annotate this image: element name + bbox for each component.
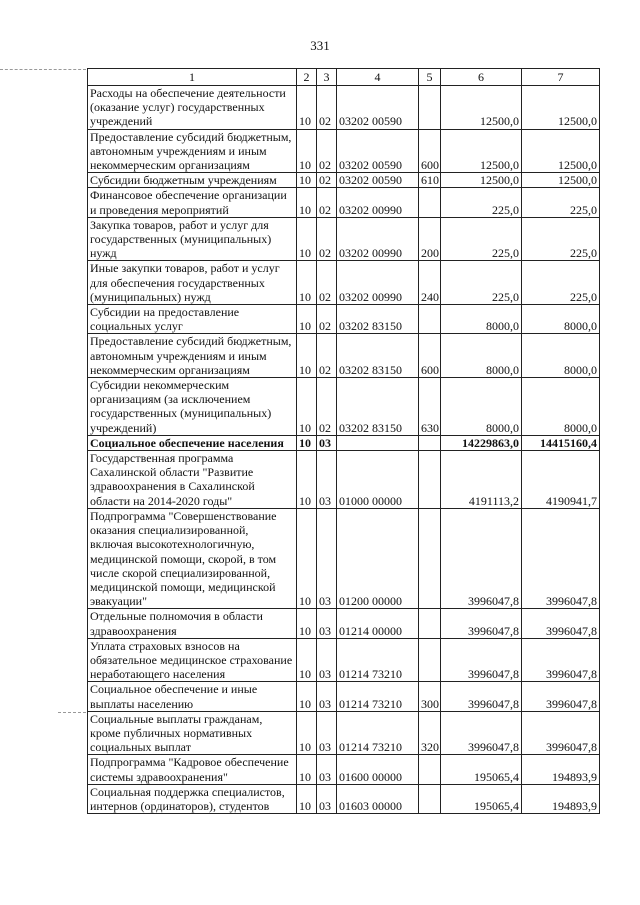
cell-expense-type: 610 bbox=[419, 173, 441, 188]
cell-target-article: 03202 83150 bbox=[337, 305, 419, 334]
cell-target-article: 01600 00000 bbox=[337, 755, 419, 784]
scan-edge-line bbox=[58, 712, 86, 713]
cell-name: Закупка товаров, работ и услуг для государственных (муниципальных) нужд bbox=[88, 217, 297, 261]
cell-subsection: 03 bbox=[317, 451, 337, 509]
cell-amount-col7: 3996047,8 bbox=[522, 682, 600, 711]
cell-amount-col6: 12500,0 bbox=[441, 173, 522, 188]
cell-amount-col7: 225,0 bbox=[522, 261, 600, 305]
cell-amount-col6: 225,0 bbox=[441, 188, 522, 217]
cell-name: Предоставление субсидий бюджетным, автономным учреждениям и иным некоммерческим организациям bbox=[88, 129, 297, 173]
table-row bbox=[88, 508, 600, 608]
cell-expense-type: 630 bbox=[419, 378, 441, 436]
cell-subsection: 02 bbox=[317, 305, 337, 334]
cell-name: Социальные выплаты гражданам, кроме публичных нормативных социальных выплат bbox=[88, 711, 297, 755]
cell-expense-type bbox=[419, 451, 441, 509]
cell-amount-col6: 3996047,8 bbox=[441, 682, 522, 711]
cell-subsection: 03 bbox=[317, 508, 337, 608]
column-header: 1 bbox=[88, 69, 297, 86]
cell-name: Подпрограмма "Совершенствование оказания специализированной, включая высокотехнологичную, медицинской помощи, скорой, в том числе скорой специализированной, медицинской помощи, медицинской эвакуации" bbox=[88, 508, 297, 608]
cell-target-article: 01000 00000 bbox=[337, 451, 419, 509]
cell-amount-col7: 225,0 bbox=[522, 188, 600, 217]
table-row bbox=[88, 129, 600, 173]
cell-amount-col7: 3996047,8 bbox=[522, 609, 600, 638]
table-row bbox=[88, 784, 600, 813]
cell-target-article: 01200 00000 bbox=[337, 508, 419, 608]
cell-amount-col7: 3996047,8 bbox=[522, 638, 600, 682]
cell-section: 10 bbox=[297, 755, 317, 784]
cell-expense-type bbox=[419, 638, 441, 682]
cell-amount-col7: 3996047,8 bbox=[522, 508, 600, 608]
cell-section: 10 bbox=[297, 682, 317, 711]
table-row bbox=[88, 682, 600, 711]
cell-section: 10 bbox=[297, 129, 317, 173]
cell-amount-col7: 14415160,4 bbox=[522, 435, 600, 450]
cell-subsection: 03 bbox=[317, 755, 337, 784]
page-number: 331 bbox=[310, 38, 330, 53]
cell-target-article: 01214 73210 bbox=[337, 638, 419, 682]
cell-amount-col6: 3996047,8 bbox=[441, 711, 522, 755]
cell-amount-col6: 8000,0 bbox=[441, 378, 522, 436]
cell-amount-col6: 12500,0 bbox=[441, 129, 522, 173]
cell-name: Предоставление субсидий бюджетным, автономным учреждениям и иным некоммерческим организациям bbox=[88, 334, 297, 378]
cell-amount-col6: 12500,0 bbox=[441, 86, 522, 130]
cell-expense-type bbox=[419, 508, 441, 608]
cell-amount-col6: 14229863,0 bbox=[441, 435, 522, 450]
cell-name: Субсидии бюджетным учреждениям bbox=[88, 173, 297, 188]
cell-target-article: 03202 00590 bbox=[337, 86, 419, 130]
table-row bbox=[88, 711, 600, 755]
cell-name: Расходы на обеспечение деятельности (оказание услуг) государственных учреждений bbox=[88, 86, 297, 130]
cell-target-article: 01214 00000 bbox=[337, 609, 419, 638]
table-row bbox=[88, 188, 600, 217]
cell-name: Социальное обеспечение и иные выплаты населению bbox=[88, 682, 297, 711]
column-header: 7 bbox=[522, 69, 600, 86]
cell-amount-col6: 4191113,2 bbox=[441, 451, 522, 509]
cell-target-article: 03202 00990 bbox=[337, 261, 419, 305]
cell-amount-col7: 3996047,8 bbox=[522, 711, 600, 755]
table-row bbox=[88, 334, 600, 378]
cell-amount-col7: 12500,0 bbox=[522, 129, 600, 173]
cell-name: Отдельные полномочия в области здравоохранения bbox=[88, 609, 297, 638]
cell-expense-type: 600 bbox=[419, 334, 441, 378]
cell-section: 10 bbox=[297, 334, 317, 378]
cell-amount-col6: 225,0 bbox=[441, 217, 522, 261]
cell-section: 10 bbox=[297, 305, 317, 334]
cell-amount-col6: 8000,0 bbox=[441, 305, 522, 334]
cell-subsection: 03 bbox=[317, 638, 337, 682]
cell-amount-col6: 195065,4 bbox=[441, 755, 522, 784]
cell-subsection: 02 bbox=[317, 261, 337, 305]
cell-amount-col6: 3996047,8 bbox=[441, 638, 522, 682]
cell-target-article: 03202 83150 bbox=[337, 334, 419, 378]
column-header: 2 bbox=[297, 69, 317, 86]
cell-target-article: 03202 00990 bbox=[337, 188, 419, 217]
cell-subsection: 02 bbox=[317, 188, 337, 217]
cell-subsection: 02 bbox=[317, 129, 337, 173]
table-row bbox=[88, 305, 600, 334]
cell-amount-col7: 8000,0 bbox=[522, 334, 600, 378]
cell-subsection: 02 bbox=[317, 378, 337, 436]
column-header: 5 bbox=[419, 69, 441, 86]
cell-amount-col6: 3996047,8 bbox=[441, 508, 522, 608]
table-row bbox=[88, 609, 600, 638]
cell-subsection: 03 bbox=[317, 435, 337, 450]
cell-subsection: 03 bbox=[317, 682, 337, 711]
cell-expense-type: 320 bbox=[419, 711, 441, 755]
cell-name: Субсидии на предоставление социальных услуг bbox=[88, 305, 297, 334]
cell-name: Уплата страховых взносов на обязательное медицинское страхование неработающего населения bbox=[88, 638, 297, 682]
cell-name: Субсидии некоммерческим организациям (за исключением государственных (муниципальных) учреждений) bbox=[88, 378, 297, 436]
cell-section: 10 bbox=[297, 261, 317, 305]
cell-expense-type: 300 bbox=[419, 682, 441, 711]
cell-name: Государственная программа Сахалинской области "Развитие здравоохранения в Сахалинской области на 2014-2020 годы" bbox=[88, 451, 297, 509]
cell-section: 10 bbox=[297, 609, 317, 638]
cell-section: 10 bbox=[297, 508, 317, 608]
cell-expense-type bbox=[419, 784, 441, 813]
cell-amount-col6: 195065,4 bbox=[441, 784, 522, 813]
scan-edge-line bbox=[0, 69, 86, 70]
cell-expense-type bbox=[419, 305, 441, 334]
cell-name: Социальное обеспечение населения bbox=[88, 435, 297, 450]
table-row bbox=[88, 755, 600, 784]
cell-section: 10 bbox=[297, 711, 317, 755]
cell-expense-type: 600 bbox=[419, 129, 441, 173]
cell-amount-col6: 8000,0 bbox=[441, 334, 522, 378]
cell-expense-type bbox=[419, 755, 441, 784]
cell-expense-type: 240 bbox=[419, 261, 441, 305]
cell-section: 10 bbox=[297, 217, 317, 261]
cell-subsection: 02 bbox=[317, 217, 337, 261]
cell-section: 10 bbox=[297, 784, 317, 813]
table-row bbox=[88, 451, 600, 509]
cell-section: 10 bbox=[297, 435, 317, 450]
cell-name: Финансовое обеспечение организации и проведения мероприятий bbox=[88, 188, 297, 217]
cell-subsection: 02 bbox=[317, 173, 337, 188]
cell-target-article: 01603 00000 bbox=[337, 784, 419, 813]
cell-expense-type: 200 bbox=[419, 217, 441, 261]
column-header: 4 bbox=[337, 69, 419, 86]
table-row bbox=[88, 435, 600, 450]
column-header: 3 bbox=[317, 69, 337, 86]
table-row bbox=[88, 217, 600, 261]
cell-amount-col7: 8000,0 bbox=[522, 378, 600, 436]
cell-section: 10 bbox=[297, 188, 317, 217]
cell-section: 10 bbox=[297, 378, 317, 436]
cell-section: 10 bbox=[297, 86, 317, 130]
cell-amount-col6: 225,0 bbox=[441, 261, 522, 305]
cell-subsection: 03 bbox=[317, 609, 337, 638]
cell-amount-col7: 194893,9 bbox=[522, 755, 600, 784]
cell-subsection: 03 bbox=[317, 784, 337, 813]
cell-expense-type bbox=[419, 86, 441, 130]
cell-target-article: 03202 00590 bbox=[337, 129, 419, 173]
cell-subsection: 02 bbox=[317, 86, 337, 130]
table-row bbox=[88, 86, 600, 130]
cell-section: 10 bbox=[297, 638, 317, 682]
cell-amount-col7: 12500,0 bbox=[522, 173, 600, 188]
column-header: 6 bbox=[441, 69, 522, 86]
table-row bbox=[88, 378, 600, 436]
table-row bbox=[88, 638, 600, 682]
cell-expense-type bbox=[419, 188, 441, 217]
cell-amount-col7: 8000,0 bbox=[522, 305, 600, 334]
cell-target-article: 01214 73210 bbox=[337, 711, 419, 755]
cell-target-article: 01214 73210 bbox=[337, 682, 419, 711]
cell-amount-col7: 12500,0 bbox=[522, 86, 600, 130]
table-header-row bbox=[88, 69, 600, 86]
cell-amount-col7: 225,0 bbox=[522, 217, 600, 261]
cell-target-article: 03202 83150 bbox=[337, 378, 419, 436]
cell-subsection: 03 bbox=[317, 711, 337, 755]
table-row bbox=[88, 173, 600, 188]
cell-amount-col6: 3996047,8 bbox=[441, 609, 522, 638]
cell-name: Социальная поддержка специалистов, интернов (ординаторов), студентов bbox=[88, 784, 297, 813]
cell-section: 10 bbox=[297, 451, 317, 509]
table-row bbox=[88, 261, 600, 305]
cell-target-article: 03202 00990 bbox=[337, 217, 419, 261]
budget-table bbox=[87, 68, 600, 814]
cell-amount-col7: 194893,9 bbox=[522, 784, 600, 813]
cell-section: 10 bbox=[297, 173, 317, 188]
cell-expense-type bbox=[419, 435, 441, 450]
cell-subsection: 02 bbox=[317, 334, 337, 378]
cell-name: Подпрограмма "Кадровое обеспечение системы здравоохранения" bbox=[88, 755, 297, 784]
cell-target-article: 03202 00590 bbox=[337, 173, 419, 188]
cell-target-article bbox=[337, 435, 419, 450]
cell-name: Иные закупки товаров, работ и услуг для обеспечения государственных (муниципальных) нужд bbox=[88, 261, 297, 305]
cell-amount-col7: 4190941,7 bbox=[522, 451, 600, 509]
cell-expense-type bbox=[419, 609, 441, 638]
